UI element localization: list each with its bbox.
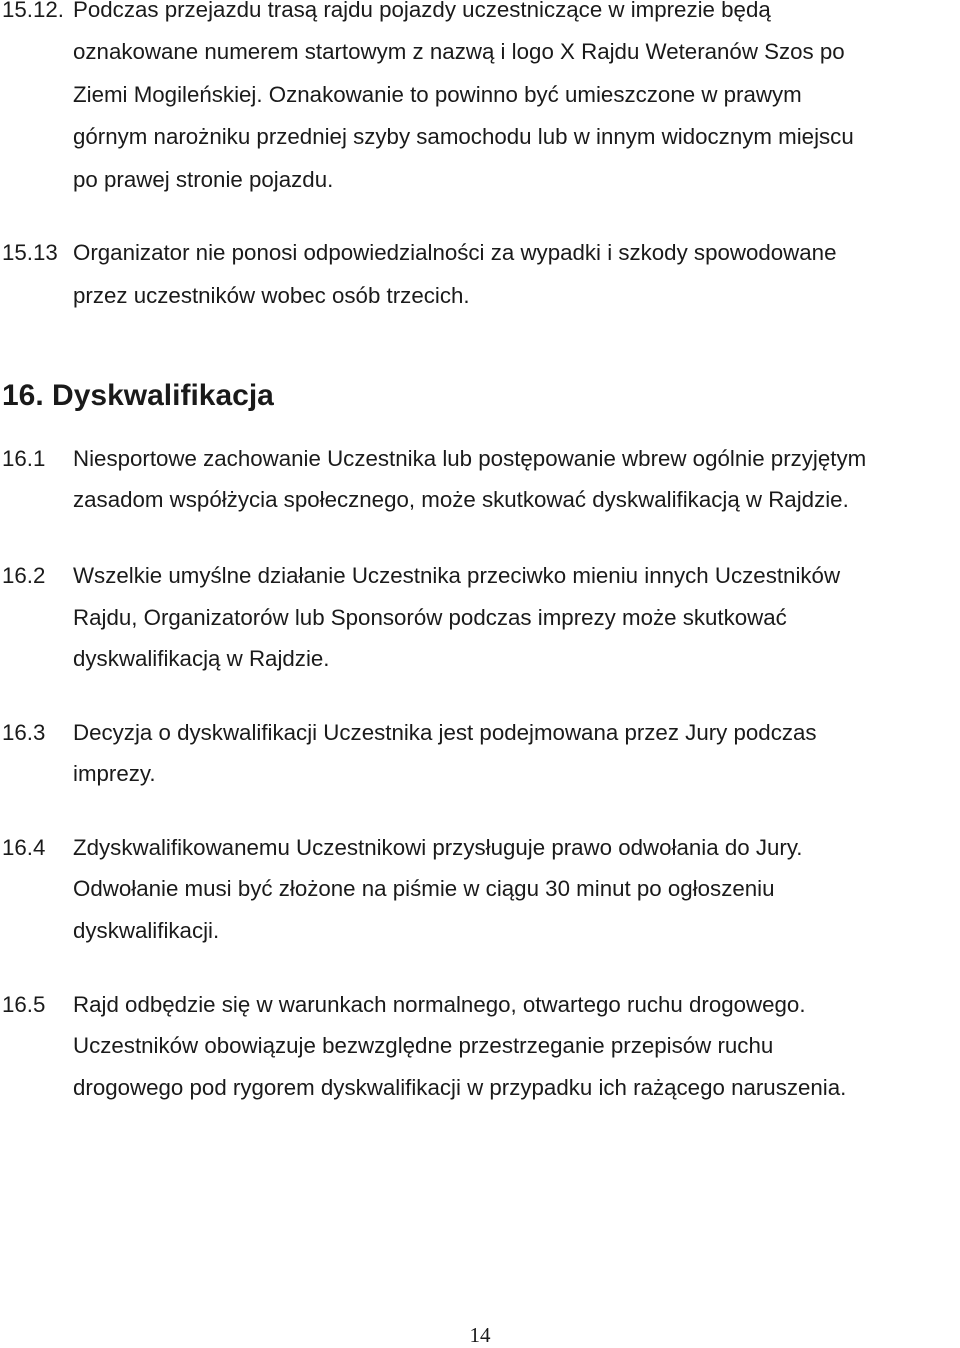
- item-text-line: dyskwalifikacją w Rajdzie.: [73, 646, 330, 671]
- item-number: 16.5: [2, 992, 46, 1017]
- item-text-line: oznakowane numerem startowym z nazwą i logo X Rajdu Weteranów Szos po: [73, 39, 845, 64]
- item-text-line: Niesportowe zachowanie Uczestnika lub postępowanie wbrew ogólnie przyjętym: [73, 446, 867, 471]
- item-number: 16.3: [2, 720, 46, 745]
- item-text-line: Rajdu, Organizatorów lub Sponsorów podczas imprezy może skutkować: [73, 605, 787, 630]
- item-text-line: Podczas przejazdu trasą rajdu pojazdy uczestniczące w imprezie będą: [73, 0, 771, 22]
- item-text-line: drogowego pod rygorem dyskwalifikacji w przypadku ich rażącego naruszenia.: [73, 1075, 847, 1100]
- item-number: 16.4: [2, 835, 46, 860]
- item-text-line: Wszelkie umyślne działanie Uczestnika przeciwko mieniu innych Uczestników: [73, 563, 841, 588]
- item-text-line: imprezy.: [73, 761, 156, 786]
- item-text-line: Organizator nie ponosi odpowiedzialności za wypadki i szkody spowodowane: [73, 240, 837, 265]
- section-heading: 16. Dyskwalifikacja: [2, 379, 274, 412]
- item-text-line: Decyzja o dyskwalifikacji Uczestnika jest podejmowana przez Jury podczas: [73, 720, 817, 745]
- item-text-line: Zdyskwalifikowanemu Uczestnikowi przysługuje prawo odwołania do Jury.: [73, 835, 803, 860]
- item-text-line: Ziemi Mogileńskiej. Oznakowanie to powinno być umieszczone w prawym: [73, 82, 802, 107]
- item-text-line: przez uczestników wobec osób trzecich.: [73, 283, 470, 308]
- item-text-line: zasadom współżycia społecznego, może skutkować dyskwalifikacją w Rajdzie.: [73, 487, 849, 512]
- item-number: 16.1: [2, 446, 46, 471]
- item-text-line: górnym narożniku przedniej szyby samochodu lub w innym widocznym miejscu: [73, 124, 854, 149]
- item-number: 15.12.: [2, 0, 64, 22]
- item-text-line: Rajd odbędzie się w warunkach normalnego, otwartego ruchu drogowego.: [73, 992, 806, 1017]
- item-number: 16.2: [2, 563, 46, 588]
- item-text-line: dyskwalifikacji.: [73, 918, 220, 943]
- page-number: 14: [469, 1323, 491, 1347]
- item-text-line: Uczestników obowiązuje bezwzględne przestrzeganie przepisów ruchu: [73, 1033, 774, 1058]
- item-text-line: Odwołanie musi być złożone na piśmie w ciągu 30 minut po ogłoszeniu: [73, 876, 775, 901]
- item-text-line: po prawej stronie pojazdu.: [73, 167, 334, 192]
- item-number: 15.13: [2, 240, 58, 265]
